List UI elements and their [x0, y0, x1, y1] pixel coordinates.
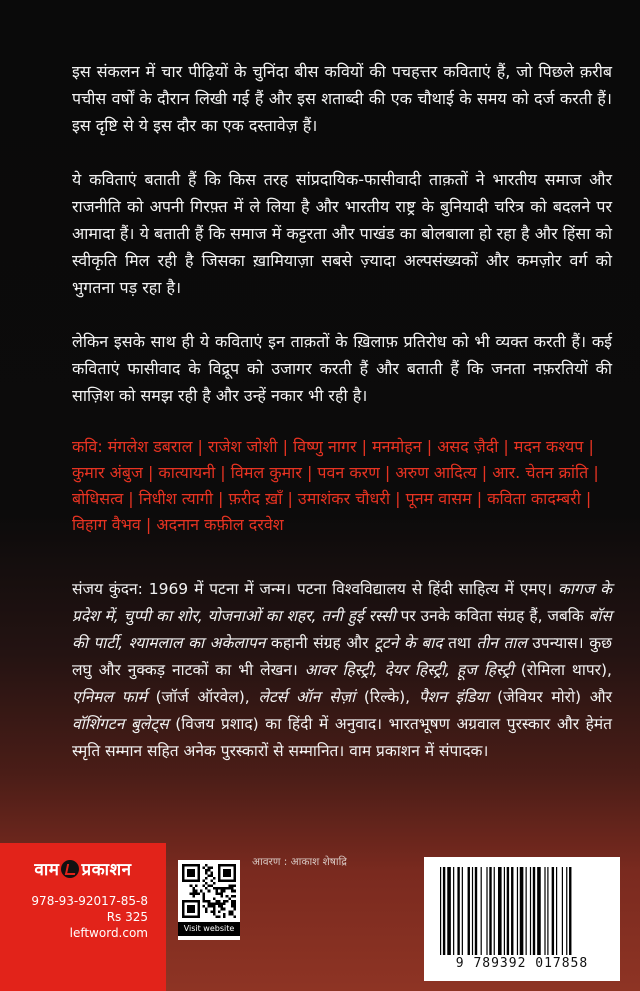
barcode-block	[424, 857, 620, 981]
bio-text: उपन्यास। कुछ लघु और नुक्कड़ नाटकों का भी लेखन।	[72, 634, 613, 679]
intro-paragraph-2: ये कविताएं बताती हैं कि किस तरह सांप्रदायिक-फासीवादी ताक़तों ने भारतीय समाज और राजनीति को अपनी गिरफ़्त में ले लिया है और भारतीय राष्ट्र के बुनियादी चरित्र को बदलने पर आमादा हैं। ये बताती हैं कि समाज में कट्टरता और पाखंड का बोलबाला हो रहा है और हिंसा को स्वीकृति मिल रही है जिसका ख़ामियाज़ा सबसे ज़्यादा अल्पसंख्यकों और कमज़ोर वर्ग को भुगतना पड़ रहा है।	[72, 170, 612, 297]
bio-text: (जॉर्ज ऑरवेल),	[146, 688, 259, 706]
bio-title: कागज के प्रदेश में, चुप्पी का शोर, योजनाओं का शहर, तनी हुई रस्सी	[72, 580, 612, 625]
author-bio	[72, 576, 612, 765]
qr-label: Visit website	[178, 922, 240, 936]
qr-code-icon	[182, 864, 236, 918]
bio-title: वॉशिंगटन बुलेट्स	[72, 715, 169, 733]
publisher-logo-icon	[61, 860, 79, 878]
bio-title: टूटने के बाद	[374, 634, 443, 652]
bio-title: बॉस की पार्टी, श्यामलाल का अकेलापन	[72, 607, 612, 652]
bio-text: संजय कुंदन: 1969 में पटना में जन्म। पटना विश्वविद्यालय से हिंदी साहित्य में एमए।	[72, 580, 559, 598]
bio-text: तथा	[442, 634, 477, 652]
website-link[interactable]: leftword.com	[69, 926, 148, 940]
bio-title: एनिमल फार्म	[72, 688, 147, 706]
intro-paragraph-3: लेकिन इसके साथ ही ये कविताएं इन ताक़तों के ख़िलाफ़ प्रतिरोध को भी व्यक्त करती हैं। कई कविताएं फासीवाद के विद्रूप को उजागर करती हैं और बताती हैं कि जनता नफ़रतियों की साज़िश को समझ रही है और उन्हें नकार भी रही है।	[72, 332, 612, 405]
bio-title: पैशन इंडिया	[418, 688, 489, 706]
publisher-name-right: प्रकाशन	[81, 860, 132, 880]
publisher-name-left: वाम	[34, 860, 60, 880]
barcode-digits: 9 789392 017858	[455, 956, 589, 971]
bio-text: (विजय प्रशाद) का हिंदी में अनुवाद। भारतभूषण अग्रवाल पुरस्कार और हेमंत स्मृति सम्मान सहित अनेक पुरस्कारों से सम्मानित। वाम प्रकाशन में संपादक।	[72, 715, 613, 760]
publisher-logo-text	[0, 857, 166, 880]
barcode-icon	[440, 867, 608, 955]
bio-text: (रोमिला थापर),	[513, 661, 612, 679]
bio-text: (रिल्के),	[355, 688, 419, 706]
poets-list: कवि: मंगलेश डबराल | राजेश जोशी | विष्णु नागर | मनमोहन | असद ज़ैदी | मदन कश्यप | कुमार अंबुज | कात्यायनी | विमल कुमार | पवन करण | अरुण आदित्य | आर. चेतन क्रांति | बोधिसत्व | निधीश त्यागी | फ़रीद ख़ाँ | उमाशंकर चौधरी | पूनम वासम | कविता कादम्बरी | विहाग वैभव | अदनान कफ़ील दरवेश	[72, 437, 599, 534]
intro-paragraph-1: इस संकलन में चार पीढ़ियों के चुनिंदा बीस कवियों की पचहत्तर कविताएं हैं, जो पिछले क़रीब पचीस वर्षों के दौरान लिखी गई हैं और इस शताब्दी की एक चौथाई के समय को दर्ज करती हैं। इस दृष्टि से ये इस दौर का एक दस्तावेज़ हैं।	[72, 62, 612, 135]
bio-title: आवर हिस्ट्री, देयर हिस्ट्री, हूज हिस्ट्री	[304, 661, 514, 679]
bio-title: लेटर्स ऑन सेज़ां	[258, 688, 356, 706]
bio-title: तीन ताल	[476, 634, 527, 652]
cover-credit: आवरण : आकाश शेषाद्रि	[252, 856, 347, 868]
qr-code-block[interactable]	[178, 860, 240, 940]
publisher-box	[0, 843, 166, 991]
bio-text: पर उनके कविता संग्रह हैं, जबकि	[395, 607, 589, 625]
isbn: 978-93-92017-85-8	[31, 894, 148, 908]
price: Rs 325	[106, 910, 148, 924]
bio-text: (जेवियर मोरो) और	[488, 688, 612, 706]
bio-text: कहानी संग्रह और	[265, 634, 375, 652]
